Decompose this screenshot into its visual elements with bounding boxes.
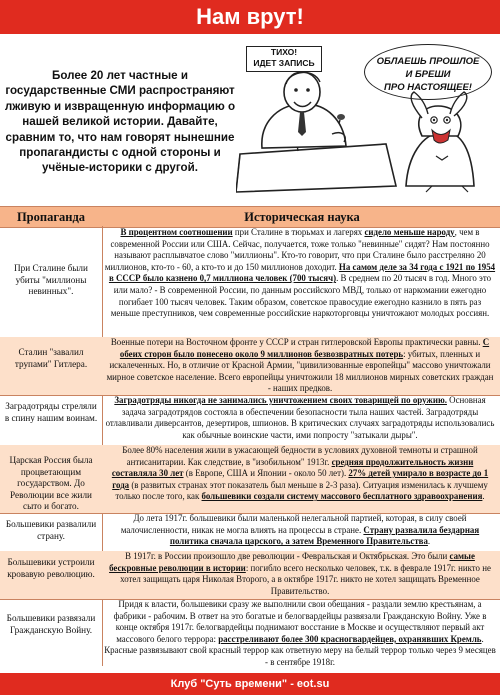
speech-bubble [364, 44, 492, 100]
science-cell [104, 599, 496, 669]
claim-cell: Сталин "завалил трупами" Гитлера. [14, 347, 88, 369]
emphasis: В процентном соотношении [120, 227, 233, 237]
claim-cell: Большевики устроили кровавую революцию. [7, 557, 95, 579]
emphasis: С обеих сторон было понесено около 9 миллионов безвозвратных потерь [119, 337, 490, 359]
emphasis: самые бескровные революции в истории [109, 551, 475, 573]
text-span: Основная задача заградотрядов состояла в обеспечении безопасности тыла наших частей. Заградотряды отлавливали диверсантов, дезертиров, шпионов. В критических случаях заградотряды использовались как обычные воинские части, ими попросту "затыкали дыры". [105, 395, 495, 440]
emphasis: 27% детей умирало в возрасте до 1 года [112, 468, 489, 490]
emphasis: средняя продолжительность жизни составляла 30 лет [111, 456, 474, 479]
text-span: (в Европе, США и Японии - около 50 лет). [183, 468, 349, 479]
claim-cell: Большевики развязали Гражданскую Войну. [6, 613, 96, 635]
text-span: В 1917г. в России произошло две революции - Февральская и Октябрьская. Это были [125, 551, 450, 561]
science-cell [104, 227, 496, 320]
sign-line-1: ТИХО! [270, 47, 298, 57]
text-span: . В среднем по 20 тысяч в год. Много это или мало? - В современной России, по данным российского МВД, только от наркомании ежегодно погибает 100 тысяч человек. Таким образом, советское правосудие ежегодно казнило в пять раз меньше преступников, чем современные российские наркоторговцы уничтожают молодых россиян. [110, 273, 492, 319]
science-cell [104, 513, 496, 548]
bubble-line-2: И БРЕШИ [405, 69, 451, 80]
text-span: . [482, 491, 485, 502]
column-header-science: Историческая наука [244, 210, 360, 224]
science-cell [104, 551, 496, 597]
table-row [0, 337, 500, 396]
text-span: . Красные развязывают свой красный террор как ответную меру на белый террор только через 9 месяцев - в сентябре 1918г. [104, 633, 496, 667]
text-span: : убитых, пленных и искалеченных. Но, в отличие от Красной Армии, "цивилизованные европейцы" массово уничтожали мирное советское население. Всего европейцы уничтожили 18 миллионов мирных советских граждан - наших предков. [106, 348, 494, 394]
text-span: Придя к власти, большевики сразу же выполнили свои обещания - раздали землю крестьянам, а фабрики - рабочим. В ответ на это богатые и белогвардейцы развязали Гражданскую Войну. Уже в конце октября 1917г. белогвардейцы поднимают восстание в Москве и осуществляют первый акт массового белого террора: [113, 599, 487, 644]
science-cell [104, 445, 496, 503]
footer-credit: Клуб "Суть времени" - eot.su [0, 673, 500, 695]
table-row [0, 551, 500, 600]
barking-dog-icon [406, 92, 474, 192]
column-header-propaganda: Пропаганда [16, 210, 86, 224]
text-span: Военные потери на Восточном фронте у СССР и стран гитлеровской Европы практически равны. [110, 337, 483, 347]
science-cell [104, 337, 496, 395]
table-row [0, 513, 500, 552]
emphasis: Страну развалила бездарная политика сначала царского, а затем Временного Правительства [169, 524, 480, 547]
table-row [0, 599, 500, 671]
text-span: До лета 1917г. большевики были маленькой нелегальной партией, которая, в силу своей малочисленности, никак не могла влиять на процессы в стране. [120, 513, 467, 535]
text-span: : погибло всего несколько человек, т.к. в феврале 1917г. никто не хотел защищать царя Николая Второго, а в октябре 1917г. никто не хотел защищать Временное Правительство. [120, 562, 491, 596]
table-header [0, 206, 500, 228]
table-row [0, 445, 500, 514]
claim-cell: При Сталине были убиты "миллионы невинных". [14, 263, 88, 297]
text-span: . [427, 536, 431, 547]
recording-sign [246, 46, 322, 72]
claim-cell: Большевики развалили страну. [5, 519, 97, 541]
emphasis: расстреливают более 300 красногвардейцев, охранявших Кремль [218, 633, 482, 644]
text-span: Более 80% населения жили в ужасающей бедности в условиях духовной темноты и страшной антисанитарии. Как следствие, в "изобильном" 1913г. [122, 445, 478, 467]
intro-text: Более 20 лет частные и государственные СМИ распространяют лживую и извращенную информацию о нашей великой истории. Давайте, сравним то, что нам говорят нынешние пропагандисты с одной стороны и учёные-историки с другой. [4, 69, 236, 175]
page-title: Нам врут! [0, 0, 500, 34]
emphasis: Заградотряды никогда не занимались уничтожением своих товарищей по оружию. [114, 395, 447, 405]
cartoon-illustration [236, 36, 498, 194]
emphasis: большевики создали систему массового бесплатного здравоохранения [201, 491, 483, 502]
claim-cell: Царская Россия была процветающим государством. До Революции все жили сыто и богато. [9, 455, 93, 512]
claim-cell: Заградотряды стреляли в спину нашим воинам. [4, 401, 98, 423]
table-row [0, 395, 500, 446]
bubble-line-1: ОБЛАЕШЬ ПРОШЛОЕ [376, 56, 480, 67]
science-cell [104, 395, 496, 441]
table-row [0, 227, 500, 338]
text-span: при Сталине в тюрьмах и лагерях [232, 227, 365, 237]
text-span: , чем в современной России или США. Сейчас, получается, тоже только "невинные" сидят? Нам постоянно называют расплывчатое слово "миллионы". Кто-то говорит, что при Сталине было расстреляно 20 миллионов, кто-то - 60, а кто-то и до 150 миллионов доходит. [104, 227, 490, 272]
text-span: (в развитых странах этот показатель был меньше в 2-3 раза). Ситуация изменилась к лучшему только после того, как [115, 479, 488, 502]
bubble-line-3: ПРО НАСТОЯЩЕЕ! [384, 82, 472, 93]
emphasis: сидело меньше народу [364, 227, 455, 237]
emphasis: На самом деле за 34 года с 1921 по 1954 в СССР было казнено 0,7 миллиона человек (700 тысяч) [108, 261, 496, 284]
sign-line-2: ИДЕТ ЗАПИСЬ [253, 58, 315, 68]
